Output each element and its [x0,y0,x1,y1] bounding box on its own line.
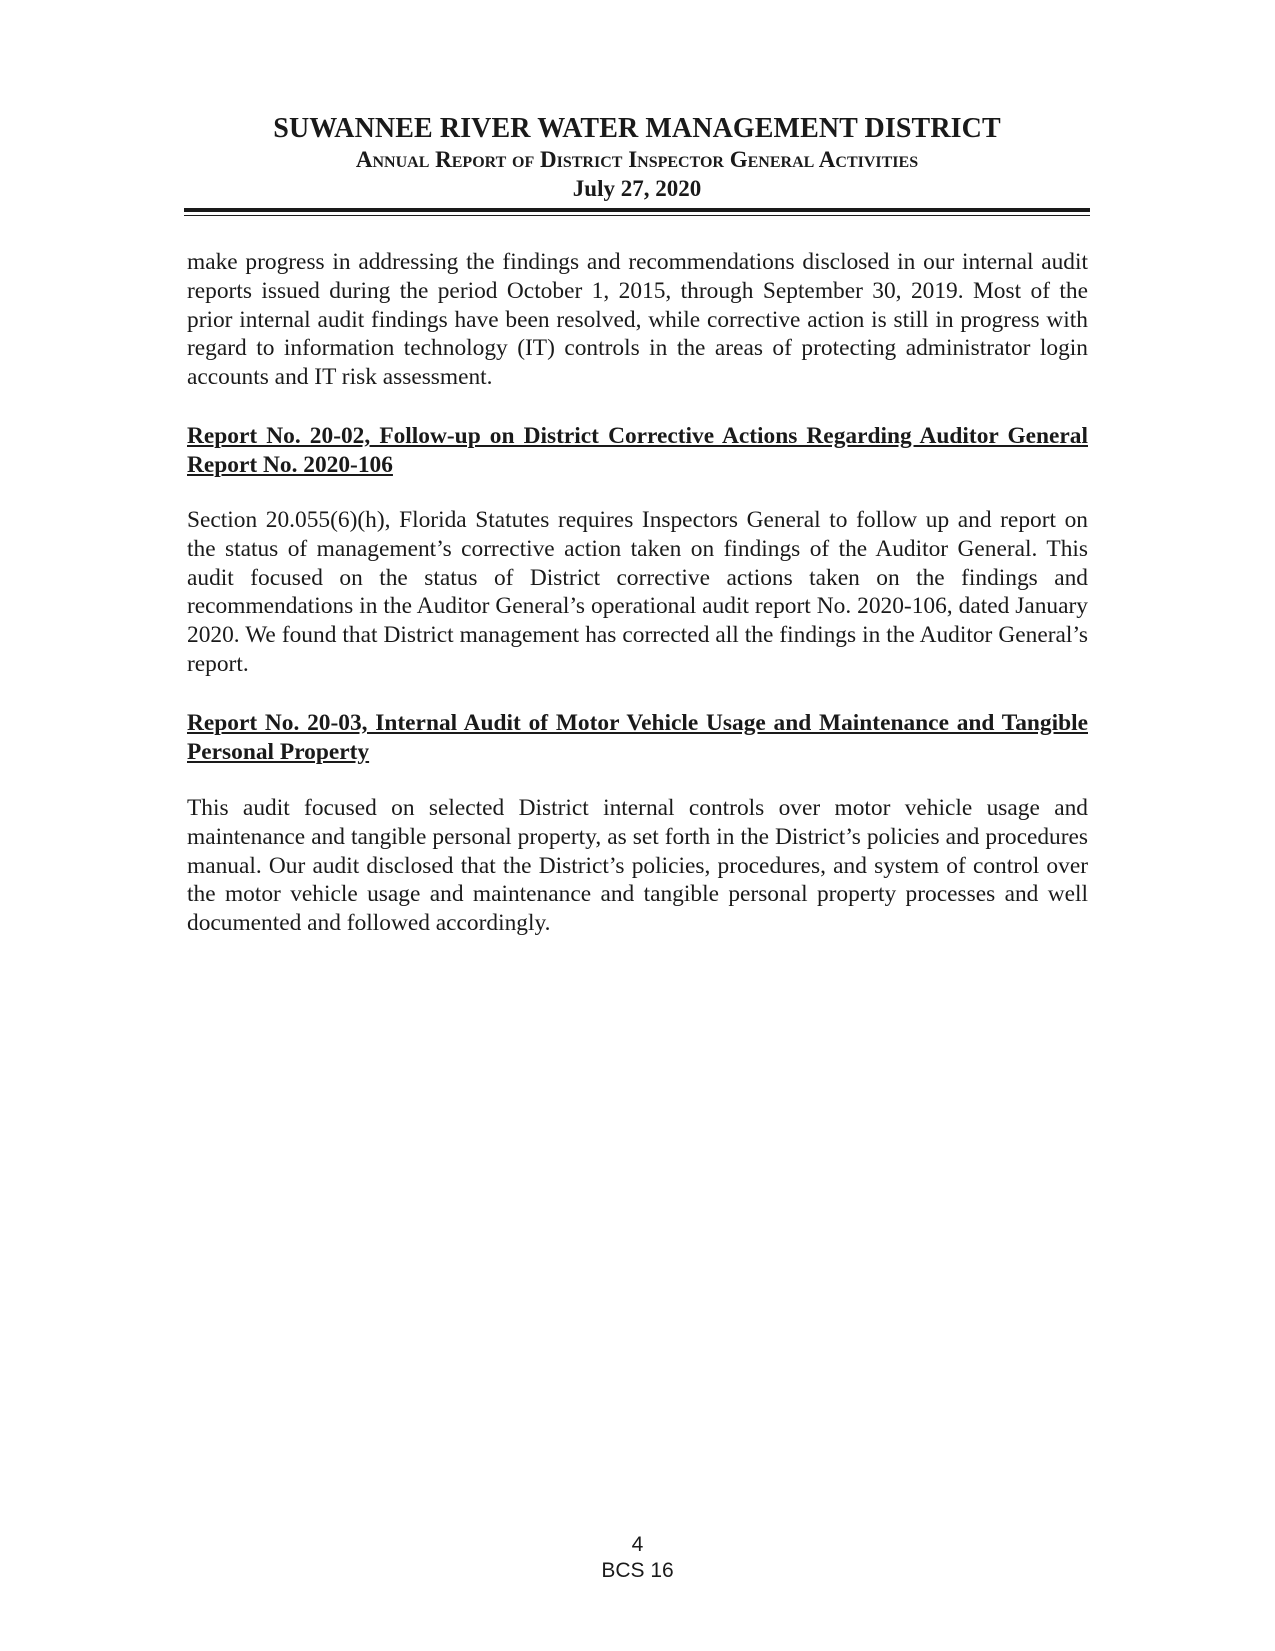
section-heading-report-20-03: Report No. 20-03, Internal Audit of Motor Vehicle Usage and Maintenance and Tangible Personal Property [187,710,1088,765]
report-subtitle: Annual Report of District Inspector General Activities [355,147,919,172]
page-number: 4 [631,1533,644,1556]
intro-paragraph: make progress in addressing the findings and recommendations disclosed in our internal audit reports issued during the period October 1, 2015, through September 30, 2019. Most of the prior internal audit findings have been resolved, while corrective action is still in progress with regard to information technology (IT) controls in the areas of protecting administrator login accounts and IT risk assessment. [187,249,1088,391]
section-paragraph-report-20-03: This audit focused on selected District internal controls over motor vehicle usage and maintenance and tangible personal property, as set forth in the District’s policies and procedures manual. Our audit disclosed that the District’s policies, procedures, and system of control over the motor vehicle usage and maintenance and tangible personal property processes and well documented and followed accordingly. [187,795,1088,937]
section-heading-report-20-02: Report No. 20-02, Follow-up on District Corrective Actions Regarding Auditor General Report No. 2020-106 [187,423,1088,478]
report-date: July 27, 2020 [572,176,702,201]
section-paragraph-report-20-02: Section 20.055(6)(h), Florida Statutes requires Inspectors General to follow up and report on the status of management’s corrective action taken on findings of the Auditor General. This audit focused on the status of District corrective actions taken on the findings and recommendations in the Auditor General’s operational audit report No. 2020-106, dated January 2020. We found that District management has corrected all the findings in the Auditor General’s report. [187,507,1088,677]
header-divider-thick [184,208,1090,212]
organization-title: SUWANNEE RIVER WATER MANAGEMENT DISTRICT [273,113,1001,144]
footer-reference: BCS 16 [601,1559,674,1582]
page-header [184,112,1090,204]
header-divider-thin [184,215,1090,216]
